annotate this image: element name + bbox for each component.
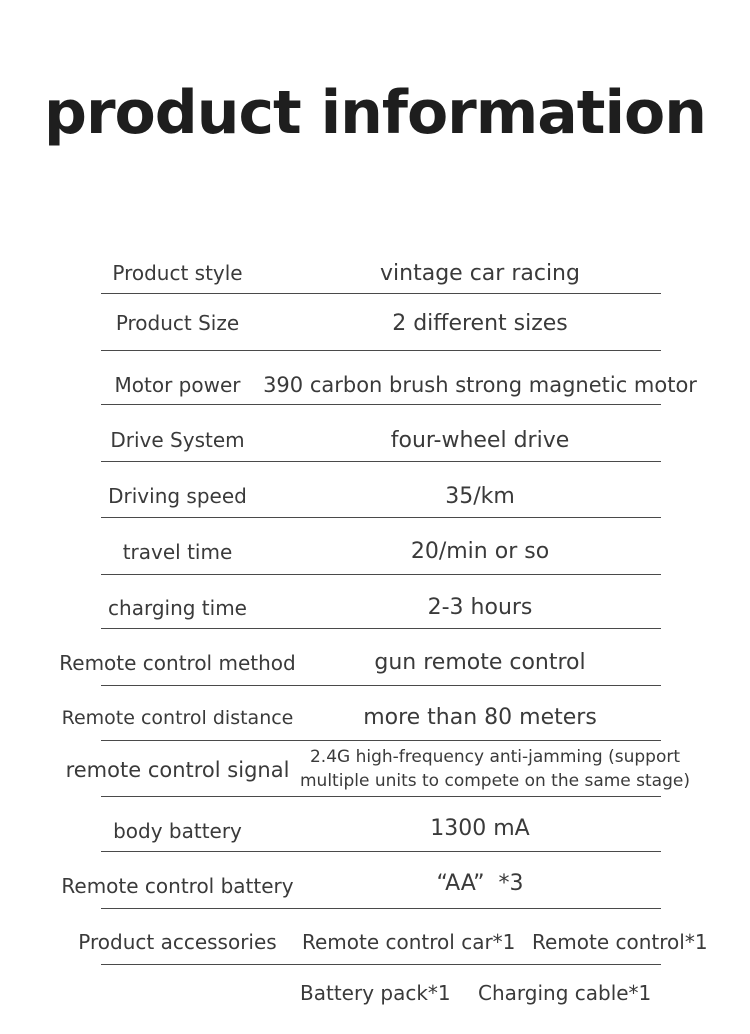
row-divider [101,796,661,797]
accessory-item: Charging cable*1 [478,981,652,1005]
spec-value-remote-control-method: gun remote control [374,650,586,675]
accessory-item: Remote control*1 [532,930,708,954]
spec-label-driving-speed: Driving speed [108,484,247,508]
spec-value-drive-system: four-wheel drive [390,428,570,453]
spec-value-product-style: vintage car racing [380,261,580,286]
row-divider [101,461,661,462]
row-divider [101,574,661,575]
spec-label-motor-power: Motor power [114,373,241,397]
spec-value-remote-control-signal [275,745,715,793]
spec-value-body-battery: 1300 mA [430,816,530,841]
spec-value-charging-time: 2-3 hours [427,595,533,620]
spec-value-driving-speed: 35/km [445,484,515,509]
row-divider [101,293,661,294]
signal-line-1: 2.4G high-frequency anti-jamming (support [309,747,681,767]
row-divider [101,964,661,965]
row-divider [101,908,661,909]
signal-line-2: multiple units to compete on the same stage) [300,771,690,791]
spec-label-product-size: Product Size [115,311,240,335]
accessory-item: Battery pack*1 [300,981,451,1005]
row-divider [101,517,661,518]
spec-label-charging-time: charging time [108,596,247,620]
spec-label-product-style: Product style [112,261,243,285]
row-divider [101,628,661,629]
spec-label-remote-control-signal: remote control signal [65,758,290,782]
page-title: product information [44,78,706,148]
row-divider [101,404,661,405]
row-divider [101,740,661,741]
spec-label-travel-time: travel time [122,540,233,564]
row-divider [101,350,661,351]
spec-value-travel-time: 20/min or so [410,539,550,564]
row-divider [101,851,661,852]
spec-value-product-size: 2 different sizes [392,311,568,336]
spec-value-remote-control-battery: “AA” *3 [436,871,524,896]
spec-label-drive-system: Drive System [110,428,245,452]
spec-value-motor-power: 390 carbon brush strong magnetic motor [263,373,697,397]
spec-label-product-accessories: Product accessories [78,930,277,954]
spec-label-remote-control-battery: Remote control battery [61,874,294,898]
spec-label-body-battery: body battery [113,819,242,843]
spec-label-remote-control-distance: Remote control distance [61,707,294,729]
accessory-item: Remote control car*1 [302,930,516,954]
spec-label-remote-control-method: Remote control method [59,651,296,675]
spec-value-remote-control-distance: more than 80 meters [363,705,597,730]
row-divider [101,685,661,686]
